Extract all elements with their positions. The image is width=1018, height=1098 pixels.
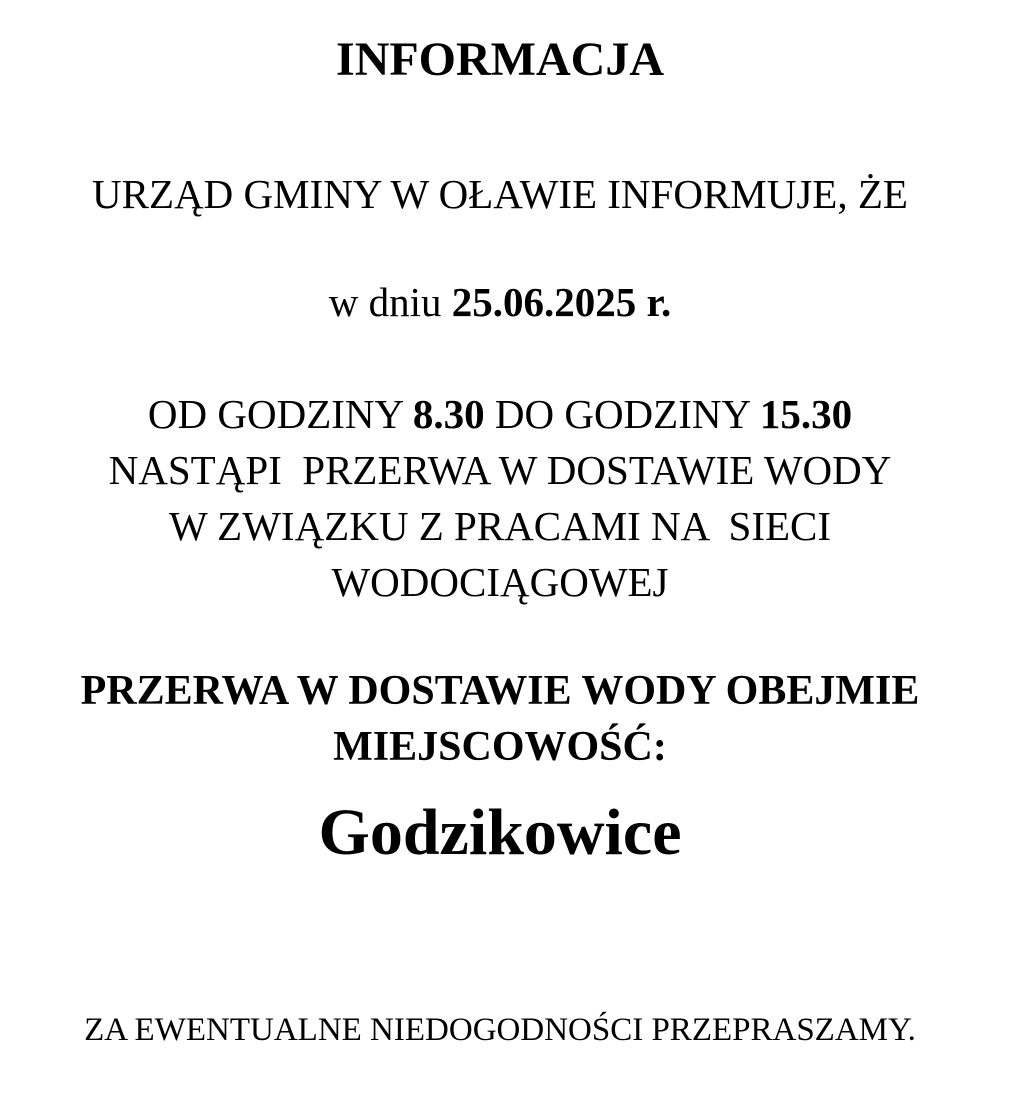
hours-line bbox=[0, 391, 1000, 437]
hours-to-value: 15.30 bbox=[759, 391, 853, 437]
notice-intro: URZĄD GMINY W OŁAWIE INFORMUJE, ŻE bbox=[92, 171, 908, 217]
date-prefix: w dniu bbox=[328, 279, 442, 325]
body-line-3: WODOCIĄGOWEJ bbox=[331, 559, 669, 605]
notice-title: INFORMACJA bbox=[336, 33, 664, 86]
date-line bbox=[0, 279, 1000, 325]
apology-text: ZA EWENTUALNE NIEDOGODNOŚCI PRZEPRASZAMY. bbox=[84, 1012, 916, 1048]
hours-from-label: OD GODZINY bbox=[147, 391, 403, 437]
area-heading-line-2: MIEJSCOWOŚĆ: bbox=[333, 724, 667, 770]
place-name: Godzikowice bbox=[318, 796, 682, 869]
area-heading-line-1: PRZERWA W DOSTAWIE WODY OBEJMIE bbox=[80, 668, 920, 714]
body-line-2: W ZWIĄZKU Z PRACAMI NA SIECI bbox=[168, 503, 832, 549]
hours-from-value: 8.30 bbox=[412, 391, 485, 437]
body-line-1: NASTĄPI PRZERWA W DOSTAWIE WODY bbox=[108, 447, 892, 493]
date-value: 25.06.2025 r. bbox=[451, 279, 672, 325]
hours-to-label: DO GODZINY bbox=[494, 391, 750, 437]
